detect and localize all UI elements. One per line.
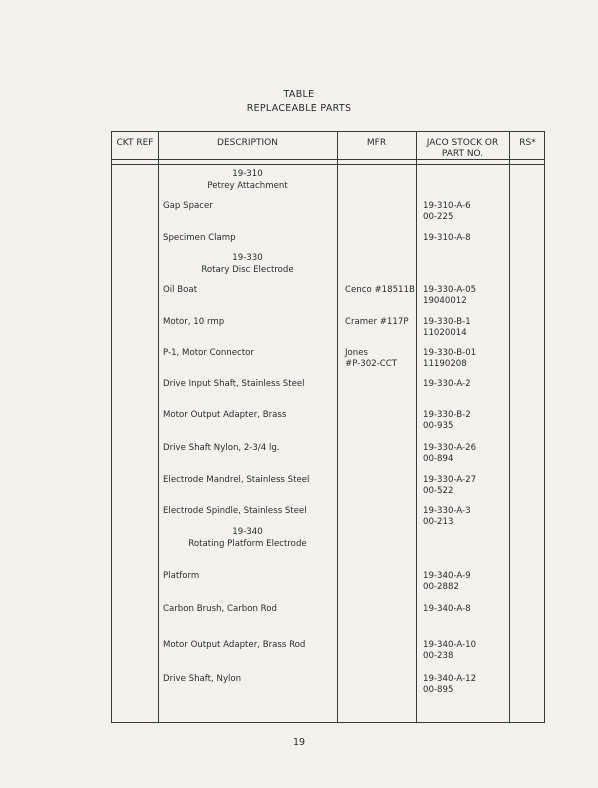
row-part-number-2: 00-213 xyxy=(423,517,454,527)
header-ckt-ref: CKT REF xyxy=(116,138,154,148)
section-heading xyxy=(158,253,337,276)
page-number: 19 xyxy=(292,737,306,748)
row-description: Oil Boat xyxy=(163,285,198,295)
parts-table xyxy=(111,131,545,723)
row-description: Electrode Mandrel, Stainless Steel xyxy=(163,475,310,485)
row-part-number: 19-330-A-3 xyxy=(423,506,471,516)
row-part-number-2: 00-894 xyxy=(423,454,454,464)
row-description: Platform xyxy=(163,571,200,581)
row-mfr-2: #P-302-CCT xyxy=(345,359,398,369)
row-part-number: 19-340-A-8 xyxy=(423,604,471,614)
row-part-number: 19-340-A-10 xyxy=(423,640,477,650)
column-divider xyxy=(158,132,159,722)
section-heading xyxy=(158,527,337,550)
row-part-number-2: 00-895 xyxy=(423,685,454,695)
row-part-number-2: 00-225 xyxy=(423,212,454,222)
header-rs: RS* xyxy=(519,138,536,148)
section-number: 19-330 xyxy=(232,253,263,263)
row-mfr: Jones xyxy=(345,348,369,358)
row-part-number-2: 11020014 xyxy=(423,328,467,338)
row-part-number: 19-310-A-6 xyxy=(423,201,471,211)
row-part-number-2: 00-238 xyxy=(423,651,454,661)
row-part-number-2: 11190208 xyxy=(423,359,467,369)
row-description: Motor Output Adapter, Brass xyxy=(163,410,287,420)
row-description: Motor Output Adapter, Brass Rod xyxy=(163,640,306,650)
row-mfr: Cramer #117P xyxy=(345,317,409,327)
row-part-number: 19-330-A-26 xyxy=(423,443,477,453)
row-part-number: 19-330-A-05 xyxy=(423,285,477,295)
column-divider xyxy=(416,132,417,722)
table-label: TABLE xyxy=(283,89,315,100)
row-part-number-2: 00-522 xyxy=(423,486,454,496)
row-part-number: 19-330-A-2 xyxy=(423,379,471,389)
header-jaco-line2: PART NO. xyxy=(441,149,484,159)
row-part-number-2: 00-2882 xyxy=(423,582,459,592)
header-jaco-line1: JACO STOCK OR xyxy=(426,138,499,148)
section-title: Rotating Platform Electrode xyxy=(188,538,307,549)
row-description: Carbon Brush, Carbon Rod xyxy=(163,604,277,614)
column-divider xyxy=(509,132,510,722)
row-description: P-1, Motor Connector xyxy=(163,348,254,358)
header-description: DESCRIPTION xyxy=(217,138,278,148)
row-description: Gap Spacer xyxy=(163,201,213,211)
row-description: Specimen Clamp xyxy=(163,233,236,243)
row-part-number: 19-330-B-01 xyxy=(423,348,477,358)
header-jaco-stock xyxy=(416,138,509,160)
row-part-number-2: 00-935 xyxy=(423,421,454,431)
row-mfr: Cenco #18511B xyxy=(345,285,415,295)
section-title: Rotary Disc Electrode xyxy=(201,264,294,275)
row-description: Drive Shaft, Nylon xyxy=(163,674,242,684)
section-number: 19-340 xyxy=(232,527,263,537)
row-part-number: 19-330-A-27 xyxy=(423,475,477,485)
row-description: Motor, 10 rmp xyxy=(163,317,225,327)
row-part-number: 19-330-B-2 xyxy=(423,410,471,420)
section-number: 19-310 xyxy=(232,169,263,179)
row-part-number: 19-310-A-8 xyxy=(423,233,471,243)
row-part-number: 19-330-B-1 xyxy=(423,317,471,327)
table-title: REPLACEABLE PARTS xyxy=(246,103,352,114)
header-mfr: MFR xyxy=(366,138,387,148)
row-part-number: 19-340-A-9 xyxy=(423,571,471,581)
section-title: Petrey Attachment xyxy=(207,180,288,191)
row-description: Drive Input Shaft, Stainless Steel xyxy=(163,379,305,389)
section-heading xyxy=(158,169,337,192)
row-description: Electrode Spindle, Stainless Steel xyxy=(163,506,307,516)
row-description: Drive Shaft Nylon, 2-3/4 lg. xyxy=(163,443,280,453)
header-rule xyxy=(112,164,544,165)
row-part-number-2: 19040012 xyxy=(423,296,467,306)
column-divider xyxy=(337,132,338,722)
row-part-number: 19-340-A-12 xyxy=(423,674,477,684)
